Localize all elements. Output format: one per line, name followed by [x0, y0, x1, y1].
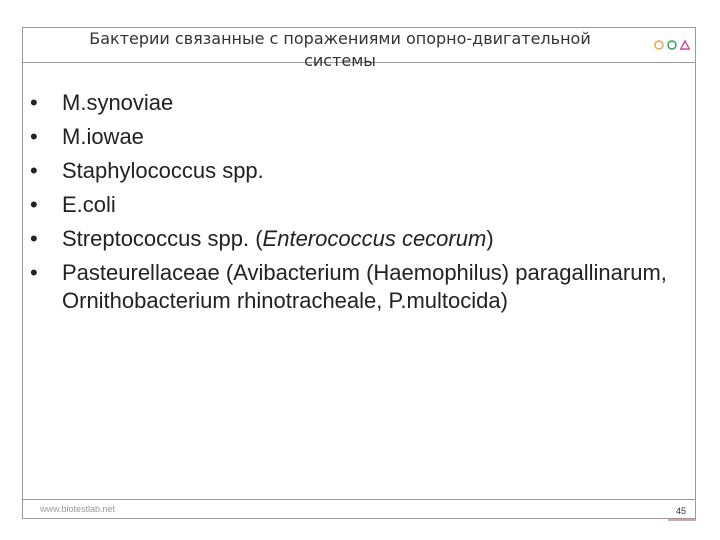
circle-outline-icon — [654, 40, 664, 50]
slide-title: Бактерии связанные с поражениями опорно-двигательной системы — [89, 29, 591, 70]
list-item — [30, 157, 680, 185]
bullet-text: Pasteurellaceae (Avibacterium (Haemophilus) paragallinarum, Ornithobacterium rhinotracheale, P.multocida) — [62, 260, 667, 313]
list-item — [30, 191, 680, 219]
triangle-outline-icon — [680, 40, 690, 50]
bullet-glyph: • — [30, 226, 38, 251]
page-number: 45 — [676, 506, 687, 516]
bullet-glyph: • — [30, 124, 38, 149]
bullet-text-suffix: ) — [486, 226, 494, 251]
bullet-text: M.synoviae — [62, 90, 174, 115]
footer-url: www.biotestlab.net — [40, 504, 116, 514]
list-item — [30, 259, 680, 315]
bullet-text-italic: Enterococcus cecorum — [262, 226, 487, 251]
bullet-glyph: • — [30, 90, 38, 115]
circle-outline-icon — [667, 40, 677, 50]
brand-logo — [654, 37, 690, 53]
list-item — [30, 89, 680, 117]
bullet-list — [30, 89, 680, 321]
list-item — [30, 123, 680, 151]
bullet-text: M.iowae — [62, 124, 144, 149]
bullet-text: Staphylococcus spp. — [62, 158, 264, 183]
bullet-glyph: • — [30, 192, 38, 217]
bullet-glyph: • — [30, 260, 38, 285]
bullet-glyph: • — [30, 158, 38, 183]
page-number-underline — [668, 519, 696, 521]
bullet-text: E.coli — [62, 192, 116, 217]
list-item — [30, 225, 680, 253]
bullet-text-prefix: Streptococcus spp. ( — [62, 226, 263, 251]
footer-divider — [22, 499, 696, 500]
